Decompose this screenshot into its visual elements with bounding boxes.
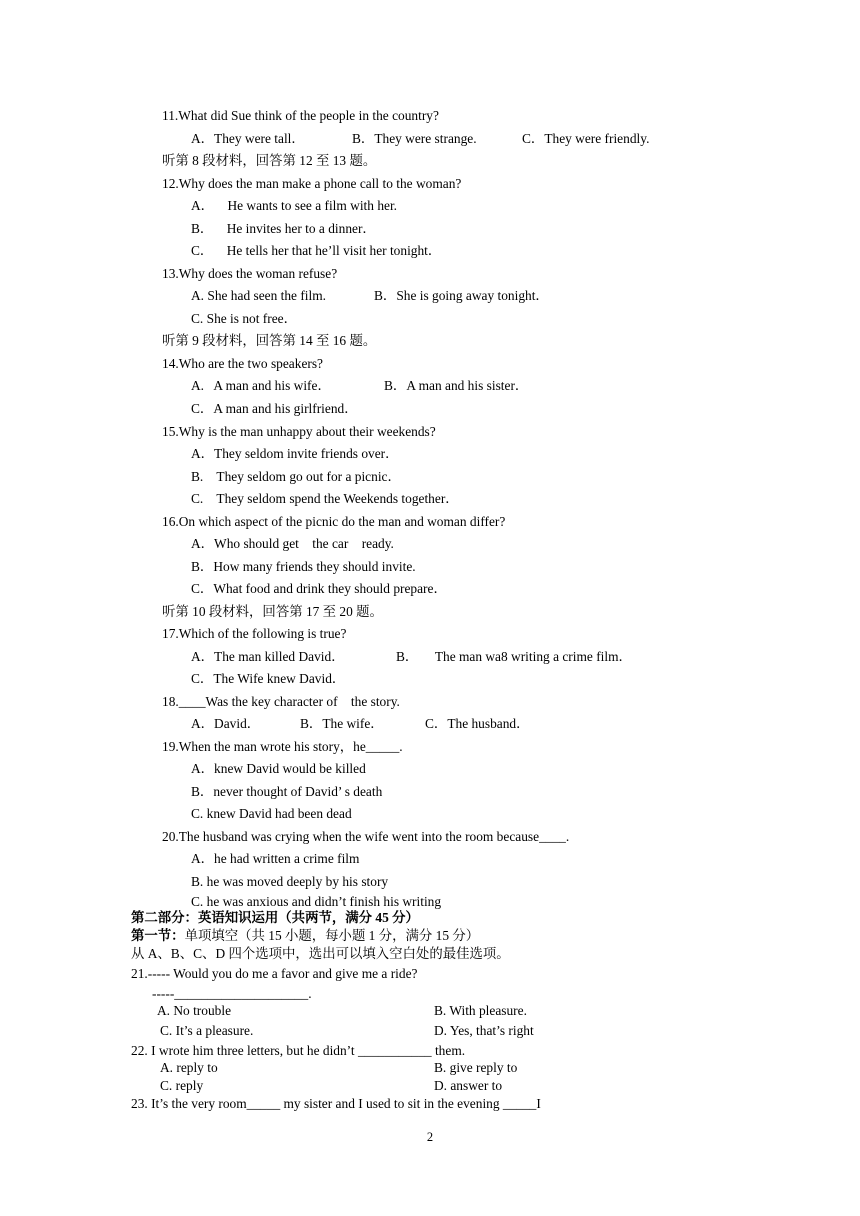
- option-11b: B．They were strange.: [352, 131, 477, 146]
- section-8-heading: 听第 8 段材料，回答第 12 至 13 题。: [162, 153, 377, 168]
- option-21c: C. It’s a pleasure.: [160, 1023, 254, 1038]
- option-17c: C．The Wife knew David．: [191, 671, 346, 686]
- option-20b: B. he was moved deeply by his story: [191, 874, 389, 889]
- option-12c: C． He tells her that he’ll visit her tonight．: [191, 243, 442, 258]
- option-21b: B. With pleasure.: [434, 1003, 527, 1018]
- option-22b: B. give reply to: [434, 1060, 518, 1075]
- option-13a: A. She had seen the film.: [191, 288, 326, 303]
- section-1-description: 单项填空（共 15 小题，每小题 1 分，满分 15 分）: [184, 928, 480, 943]
- option-12a: A． He wants to see a film with her.: [191, 198, 398, 213]
- option-12b: B． He invites her to a dinner．: [191, 221, 376, 236]
- option-22a: A. reply to: [160, 1060, 218, 1075]
- question-16: 16.On which aspect of the picnic do the man and woman differ?: [162, 514, 506, 529]
- option-19b: B．never thought of David’ s death: [191, 784, 383, 799]
- question-23: 23. It’s the very room_____ my sister and I used to sit in the evening _____I: [131, 1096, 541, 1111]
- question-21: 21.----- Would you do me a favor and give me a ride?: [131, 966, 418, 981]
- question-11: 11.What did Sue think of the people in the country?: [162, 108, 439, 123]
- option-14b: B．A man and his sister．: [384, 378, 529, 393]
- option-18a: A．David．: [191, 716, 261, 731]
- question-20: 20.The husband was crying when the wife went into the room because____.: [162, 829, 570, 844]
- question-19: 19.When the man wrote his story，he_____.: [162, 739, 403, 754]
- option-13c: C. She is not free．: [191, 311, 297, 326]
- option-11a: A．They were tall．: [191, 131, 305, 146]
- option-21a: A. No trouble: [157, 1003, 232, 1018]
- question-17: 17.Which of the following is true?: [162, 626, 347, 641]
- option-19c: C. knew David had been dead: [191, 806, 352, 821]
- section-9-heading: 听第 9 段材料，回答第 14 至 16 题。: [162, 333, 377, 348]
- page-number: 2: [426, 1130, 434, 1144]
- option-22d: D. answer to: [434, 1078, 503, 1093]
- part-2-heading: 第二部分：英语知识运用（共两节，满分 45 分）: [131, 910, 419, 925]
- option-18b: B．The wife．: [300, 716, 384, 731]
- option-14c: C．A man and his girlfriend．: [191, 401, 358, 416]
- option-13b: B．She is going away tonight．: [374, 288, 549, 303]
- question-14: 14.Who are the two speakers?: [162, 356, 323, 371]
- option-16c: C．What food and drink they should prepare．: [191, 581, 447, 596]
- instructions: 从 A、B、C、D 四个选项中，选出可以填入空白处的最佳选项。: [131, 946, 510, 961]
- option-22c: C. reply: [160, 1078, 204, 1093]
- option-16b: B．How many friends they should invite.: [191, 559, 416, 574]
- question-15: 15.Why is the man unhappy about their weekends?: [162, 424, 436, 439]
- section-1-label: 第一节：: [131, 928, 185, 943]
- option-15b: B. They seldom go out for a picnic．: [191, 469, 401, 484]
- option-20c: C. he was anxious and didn’t finish his writing: [191, 894, 442, 909]
- option-15a: A．They seldom invite friends over．: [191, 446, 399, 461]
- section-1-heading: [131, 928, 479, 944]
- option-11c: C．They were friendly.: [522, 131, 650, 146]
- option-15c: C. They seldom spend the Weekends together．: [191, 491, 459, 506]
- option-20a: A．he had written a crime film: [191, 851, 360, 866]
- question-21-blank: -----____________________.: [152, 986, 312, 1001]
- option-19a: A．knew David would be killed: [191, 761, 366, 776]
- option-21d: D. Yes, that’s right: [434, 1023, 534, 1038]
- section-10-heading: 听第 10 段材料，回答第 17 至 20 题。: [162, 604, 383, 619]
- question-22: 22. I wrote him three letters, but he didn’t ___________ them.: [131, 1043, 466, 1058]
- option-16a: A．Who should get the car ready.: [191, 536, 394, 551]
- question-12: 12.Why does the man make a phone call to the woman?: [162, 176, 462, 191]
- option-14a: A. A man and his wife．: [191, 378, 331, 393]
- option-17b: B． The man wa8 writing a crime film．: [396, 649, 632, 664]
- option-17a: A．The man killed David．: [191, 649, 345, 664]
- option-18c: C．The husband．: [425, 716, 530, 731]
- question-13: 13.Why does the woman refuse?: [162, 266, 338, 281]
- question-18: 18.____Was the key character of the story.: [162, 694, 400, 709]
